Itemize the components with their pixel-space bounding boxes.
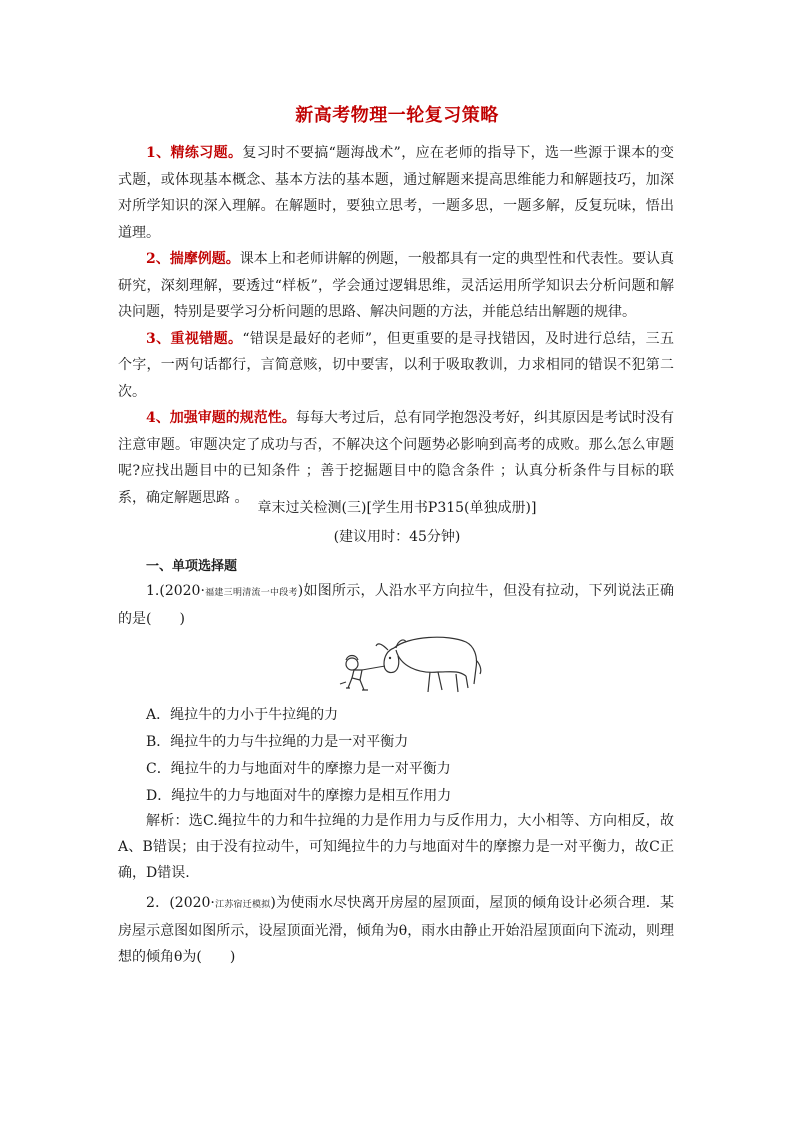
tip-lead: 2、揣摩例题。 bbox=[146, 251, 240, 267]
question-prefix: 1.(2020· bbox=[146, 583, 205, 599]
question-1-stem bbox=[118, 578, 674, 632]
tip-4 bbox=[118, 405, 674, 511]
strategy-tips bbox=[118, 140, 674, 511]
question-1 bbox=[118, 578, 674, 632]
tip-1 bbox=[118, 140, 674, 246]
option-b: B．绳拉牛的力与牛拉绳的力是一对平衡力 bbox=[146, 734, 409, 750]
tip-text: 课本上和老师讲解的例题，一般都具有一定的典型性和代表性。要认真研究，深刻理解，要透过“样板”，学会通过逻辑思维，灵活运用所学知识去分析问题和解决问题，特别是要学习分析问题的思路、解决问题的方法，并能总结出解题的规律。 bbox=[118, 251, 674, 320]
tip-3 bbox=[118, 326, 674, 406]
analysis-text: 解析：选C.绳拉牛的力和牛拉绳的力是作用力与反作用力，大小相等、方向相反，故A、B错误；由于没有拉动牛，可知绳拉牛的力与地面对牛的摩擦力是一对平衡力，故C正确，D错误. bbox=[118, 813, 674, 881]
man-pulling-ox-figure bbox=[338, 626, 482, 698]
option-a: A．绳拉牛的力小于牛拉绳的力 bbox=[146, 707, 339, 723]
tip-lead: 1、精练习题。 bbox=[146, 145, 243, 161]
tip-lead: 3、重视错题。 bbox=[146, 330, 243, 347]
question-prefix: 2．(2020· bbox=[146, 895, 215, 911]
tip-text: “错误是最好的老师”，但更重要的是寻找错因，及时进行总结，三五个字，一两句话都行，言简意赅，切中要害，以利于吸取教训，力求相同的错误不犯第二次。 bbox=[118, 330, 674, 400]
question-2-stem bbox=[118, 890, 674, 970]
tip-text: 每每大考过后，总有同学抱怨没考好，纠其原因是考试时没有注意审题。审题决定了成功与否，不解决这个问题势必影响到高考的成败。那么怎么审题呢?应找出题目中的已知条件 ；善于挖掘题目中的隐含条件 ；认真分析条件与目标的联系，确定解题思路 。 bbox=[118, 410, 675, 506]
time-note: (建议用时：45分钟) bbox=[333, 529, 461, 545]
tip-2 bbox=[118, 246, 674, 326]
question-1-analysis bbox=[118, 808, 674, 886]
question-2 bbox=[118, 890, 674, 970]
option-c: C．绳拉牛的力与地面对牛的摩擦力是一对平衡力 bbox=[146, 761, 451, 777]
question-text: )如图所示，人沿水平方向拉牛，但没有拉动，下列说法正确的是( ) bbox=[118, 583, 674, 627]
tip-lead: 4、加强审题的规范性。 bbox=[146, 410, 296, 426]
tip-text: 复习时不要搞“题海战术”，应在老师的指导下，选一些源于课本的变式题，或体现基本概念、基本方法的基本题，通过解题来提高思维能力和解题技巧，加深对所学知识的深入理解。在解题时，要独立思考，一题多思，一题多解，反复玩味，悟出道理。 bbox=[118, 145, 674, 241]
question-text: )为使雨水尽快离开房屋的屋顶面，屋顶的倾角设计必须合理．某房屋示意图如图所示，设屋顶面光滑，倾角为θ，雨水由静止开始沿屋顶面向下流动，则理想的倾角θ为( ) bbox=[118, 895, 674, 965]
option-d: D．绳拉牛的力与地面对牛的摩擦力是相互作用力 bbox=[146, 788, 452, 804]
section-title: 章末过关检测(三)[学生用书P315(单独成册)] bbox=[257, 500, 537, 516]
question-source: 福建三明清流一中段考 bbox=[204, 588, 298, 598]
page-title: 新高考物理一轮复习策略 bbox=[295, 105, 499, 126]
part-heading: 一、单项选择题 bbox=[146, 559, 238, 574]
question-source: 江苏宿迁模拟 bbox=[214, 900, 271, 910]
